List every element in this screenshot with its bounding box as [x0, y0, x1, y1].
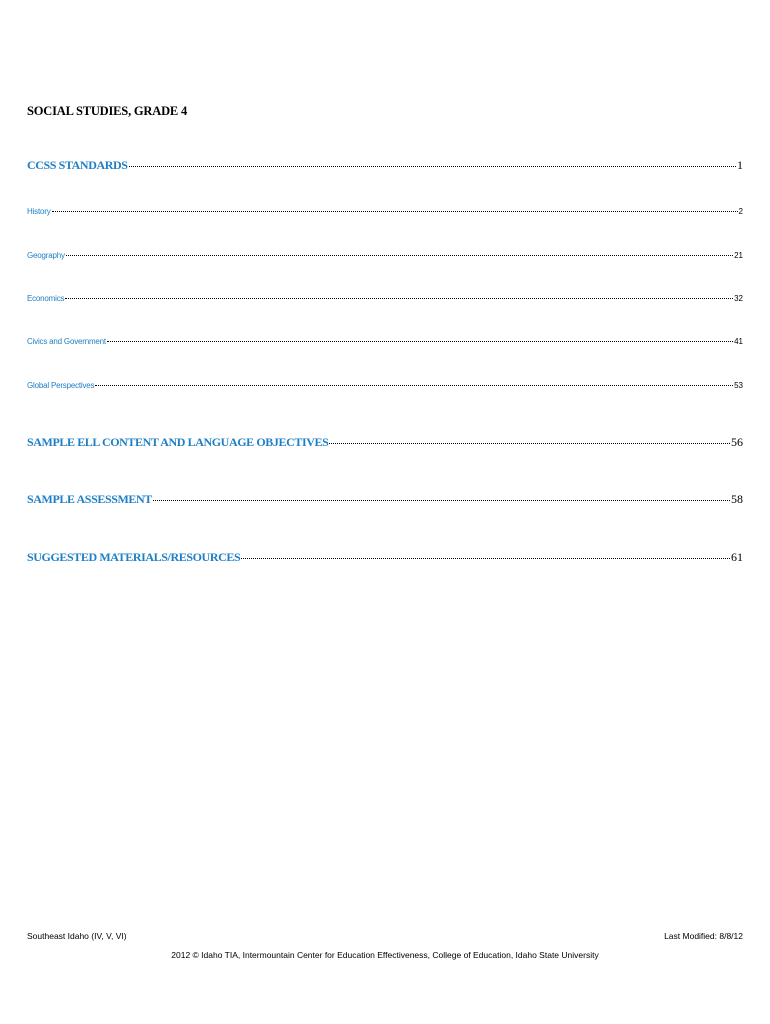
toc-entry-label: History: [27, 207, 51, 216]
toc-leader: [241, 558, 730, 559]
toc-entry-page: 53: [734, 381, 743, 390]
toc-entry-page: 32: [734, 294, 743, 303]
toc-leader: [66, 255, 733, 256]
footer-last-modified: Last Modified: 8/8/12: [664, 931, 743, 941]
toc-entry-page: 21: [734, 251, 743, 260]
toc-entry-page: 58: [731, 492, 743, 506]
toc-entry-sample-ell-objectives[interactable]: [27, 435, 743, 450]
toc-entry-label: CCSS STANDARDS: [27, 158, 128, 172]
toc-entry-page: 61: [731, 550, 743, 564]
toc-entry-page: 2: [738, 207, 743, 216]
toc-leader: [329, 443, 730, 444]
footer-region: Southeast Idaho (IV, V, VI): [27, 931, 127, 941]
toc-leader: [65, 298, 733, 299]
toc-entry-economics[interactable]: [27, 294, 743, 303]
toc-entry-page: 41: [734, 337, 743, 346]
toc-leader: [107, 341, 733, 342]
toc-entry-label: SUGGESTED MATERIALS/RESOURCES: [27, 550, 241, 564]
toc-leader: [153, 500, 730, 501]
toc-entry-history[interactable]: [27, 207, 743, 216]
document-title: SOCIAL STUDIES, GRADE 4: [27, 104, 188, 118]
toc-entry-global-perspectives[interactable]: [27, 381, 743, 390]
toc-entry-label: Geography: [27, 251, 65, 260]
footer-copyright: 2012 © Idaho TIA, Intermountain Center for Education Effectiveness, College of Education, Idaho State University: [171, 950, 599, 960]
toc-entry-label: Civics and Government: [27, 337, 106, 346]
toc-entry-label: Economics: [27, 294, 65, 303]
toc-leader: [52, 211, 738, 212]
toc-entry-civics-and-government[interactable]: [27, 337, 743, 346]
toc-entry-page: 1: [737, 158, 743, 172]
toc-entry-page: 56: [731, 435, 743, 449]
toc-entry-label: SAMPLE ASSESSMENT: [27, 492, 152, 506]
toc-entry-suggested-materials[interactable]: [27, 550, 743, 565]
toc-leader: [129, 166, 736, 167]
toc-entry-label: SAMPLE ELL CONTENT AND LANGUAGE OBJECTIVES: [27, 435, 329, 449]
toc-entry-label: Global Perspectives: [27, 381, 95, 390]
toc-entry-ccss-standards[interactable]: [27, 158, 743, 173]
toc-entry-sample-assessment[interactable]: [27, 492, 743, 507]
toc-entry-geography[interactable]: [27, 251, 743, 260]
toc-leader: [95, 385, 733, 386]
